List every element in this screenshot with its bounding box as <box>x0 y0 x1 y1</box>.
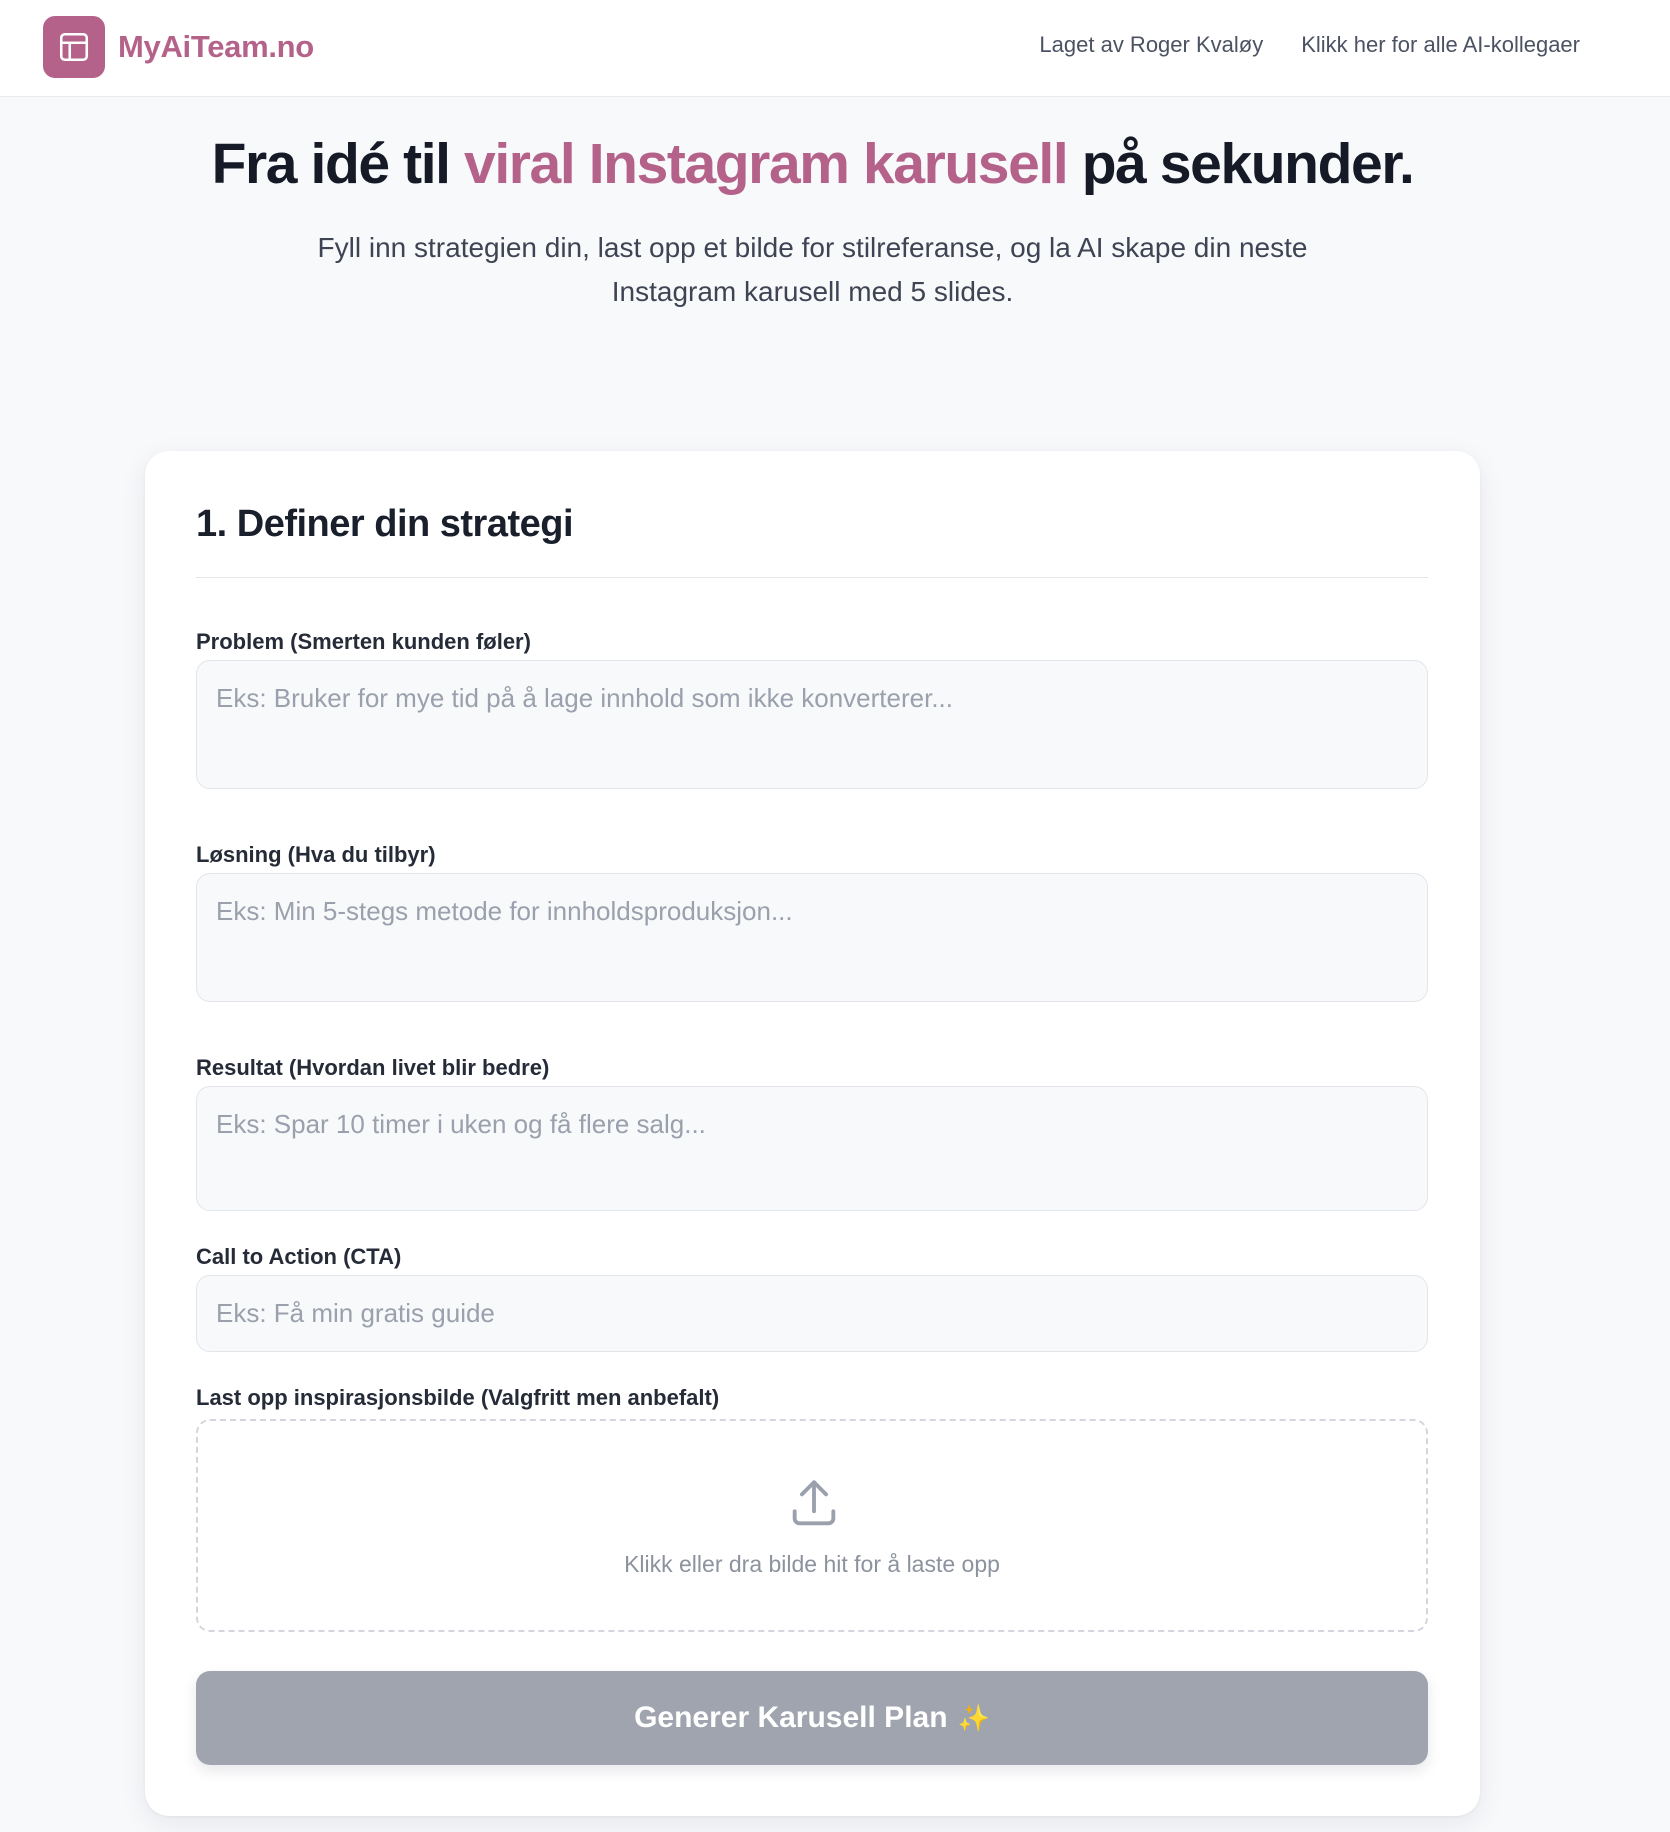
hero-title <box>0 132 1625 196</box>
brand-name: MyAiTeam.no <box>118 29 314 64</box>
result-textarea[interactable] <box>196 1086 1428 1211</box>
header-nav <box>1039 32 1580 58</box>
result-label: Resultat (Hvordan livet blir bedre) <box>196 1055 550 1080</box>
upload-icon <box>785 1475 843 1533</box>
cta-label: Call to Action (CTA) <box>196 1244 402 1269</box>
generate-button-label: Generer Karusell Plan <box>634 1701 948 1734</box>
top-navbar <box>0 0 1670 97</box>
upload-hint: Klikk eller dra bilde hit for å laste opp <box>624 1551 1000 1577</box>
cta-input[interactable] <box>196 1275 1428 1352</box>
upload-label: Last opp inspirasjonsbilde (Valgfritt men anbefalt) <box>196 1385 720 1410</box>
solution-label: Løsning (Hva du tilbyr) <box>196 842 436 867</box>
nav-link-all-colleagues[interactable]: Klikk her for alle AI-kollegaer <box>1301 32 1580 57</box>
strategy-card <box>145 451 1480 1816</box>
nav-link-author[interactable]: Laget av Roger Kvaløy <box>1039 32 1264 57</box>
sparkles-icon: ✨ <box>957 1702 990 1733</box>
hero-title-start: Fra idé til <box>211 132 465 196</box>
generate-carousel-button[interactable] <box>196 1671 1428 1765</box>
problem-label: Problem (Smerten kunden føler) <box>196 629 531 654</box>
section-title: 1. Definer din strategi <box>196 503 574 545</box>
solution-textarea[interactable] <box>196 873 1428 1002</box>
problem-textarea[interactable] <box>196 660 1428 789</box>
hero-subtitle: Fyll inn strategien din, last opp et bilde for stilreferanse, og la AI skape din neste Instagram karusell med 5 slides. <box>317 232 1308 307</box>
brand-logo[interactable] <box>43 16 314 78</box>
hero-title-accent: viral Instagram karusell <box>464 132 1068 196</box>
hero-title-end: på sekunder. <box>1067 132 1414 196</box>
section-divider <box>196 577 1428 578</box>
hero-section <box>0 132 1625 314</box>
image-upload-dropzone[interactable] <box>196 1419 1428 1632</box>
layout-panel-icon <box>43 16 105 78</box>
